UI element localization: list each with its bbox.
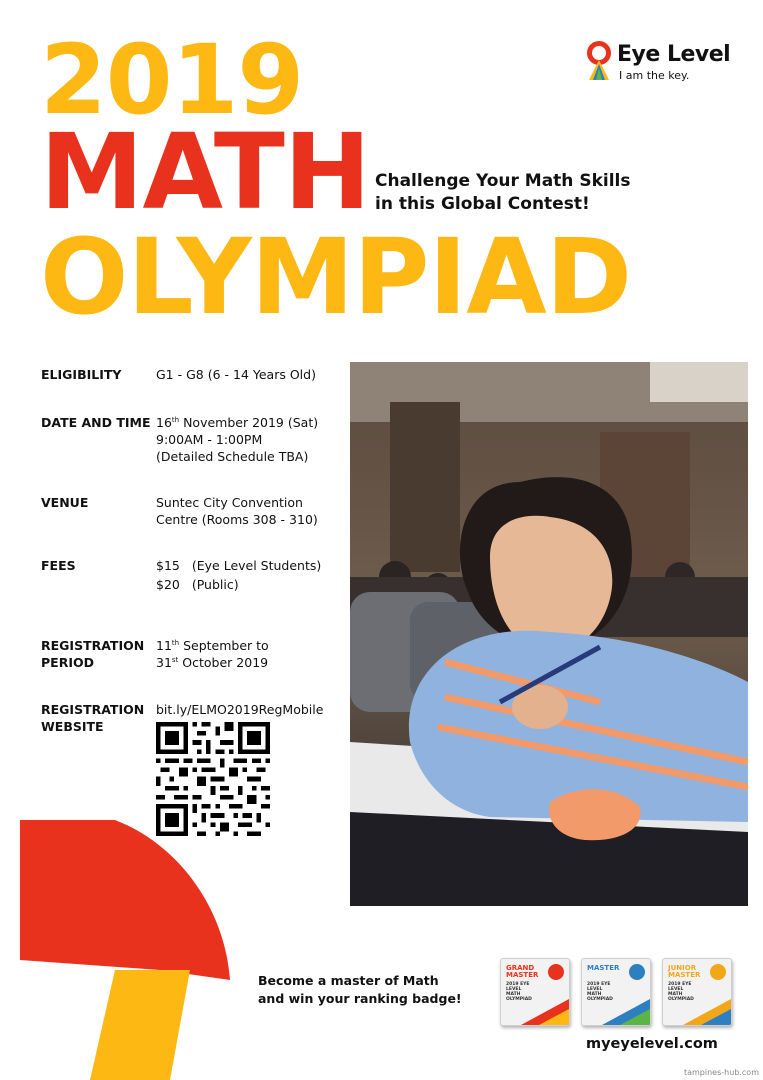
- registration-website-link[interactable]: bit.ly/ELMO2019RegMobile: [156, 702, 324, 717]
- decorative-shape: [20, 820, 230, 1080]
- badge-grand-master: GRAND MASTER 2019 EYE LEVEL MATH OLYMPIAD: [500, 958, 570, 1026]
- badge-master: MASTER 2019 EYE LEVEL MATH OLYMPIAD: [581, 958, 651, 1026]
- venue-value: Suntec City Convention Centre (Rooms 308 - 310): [156, 495, 318, 527]
- trophy-icon: [710, 964, 726, 980]
- tagline-line2: in this Global Contest!: [375, 194, 590, 214]
- registration-period-label: REGISTRATION PERIOD: [41, 638, 145, 670]
- fee-row: $15 (Eye Level Students): [156, 558, 322, 573]
- logo-name: Eye Level: [617, 42, 731, 67]
- promo-text: Become a master of Math and win your ranking badge!: [258, 973, 462, 1006]
- keyhole-logo-icon: [585, 40, 615, 84]
- qr-code-icon[interactable]: [156, 722, 270, 836]
- website-link[interactable]: myeyelevel.com: [586, 1036, 718, 1052]
- fees-label: FEES: [41, 558, 76, 573]
- event-schedule-note: (Detailed Schedule TBA): [156, 449, 309, 464]
- trophy-icon: [629, 964, 645, 980]
- watermark: tampines-hub.com: [683, 1068, 759, 1077]
- event-time: 9:00AM - 1:00PM: [156, 432, 263, 447]
- logo-slogan: I am the key.: [619, 69, 690, 82]
- badge-junior-master: JUNIOR MASTER 2019 EYE LEVEL MATH OLYMPIAD: [662, 958, 732, 1026]
- registration-website-label: REGISTRATION WEBSITE: [41, 702, 145, 734]
- event-date: 16th November 2019 (Sat): [156, 415, 319, 430]
- registration-period-value: 11th September to 31st October 2019: [156, 638, 269, 670]
- title-year: 2019: [40, 24, 304, 136]
- fee-row: $20 (Public): [156, 577, 239, 592]
- eligibility-value: G1 - G8 (6 - 14 Years Old): [156, 367, 316, 382]
- title-math: MATH: [40, 111, 370, 233]
- trophy-icon: [548, 964, 564, 980]
- fees-value: [156, 557, 356, 593]
- tagline: [375, 170, 630, 216]
- eye-level-logo: [585, 40, 735, 90]
- date-time-value: [156, 414, 356, 465]
- student-photo: [350, 362, 748, 906]
- tagline-line1: Challenge Your Math Skills: [375, 171, 631, 191]
- eligibility-label: ELIGIBILITY: [41, 367, 122, 382]
- date-time-label: DATE AND TIME: [41, 415, 151, 430]
- venue-label: VENUE: [41, 495, 89, 510]
- title-olympiad: OLYMPIAD: [40, 216, 632, 338]
